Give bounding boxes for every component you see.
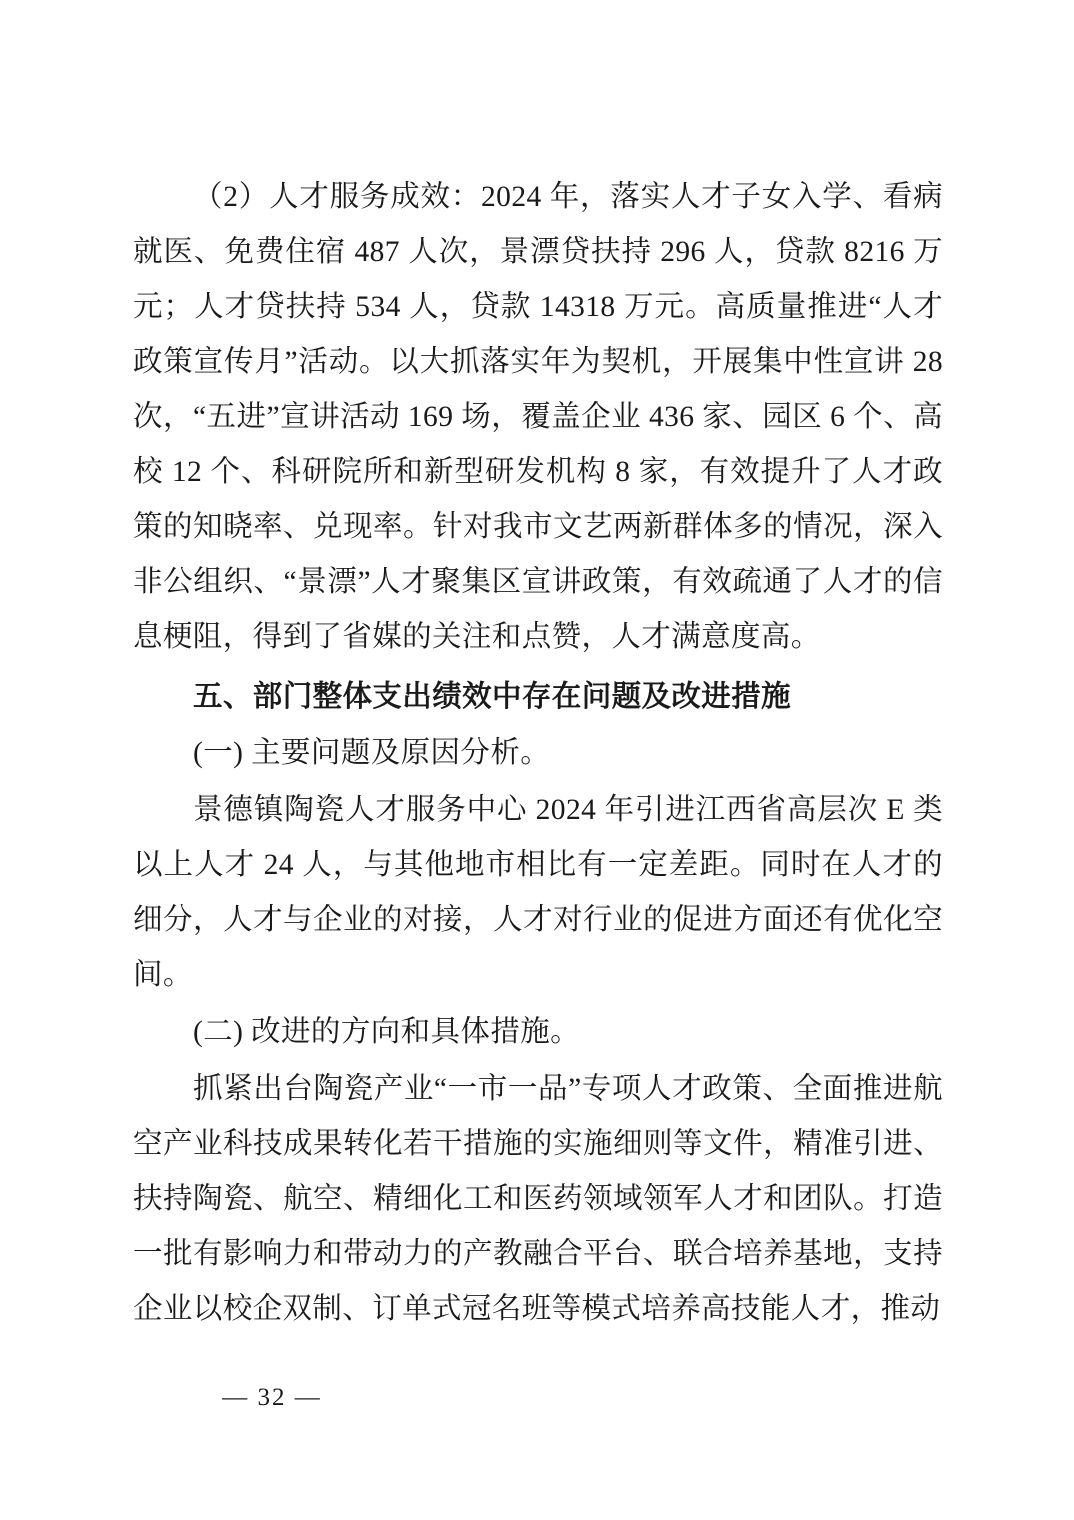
page-content bbox=[133, 170, 943, 1339]
paragraph-subheading-main-problems: (一) 主要问题及原因分析。 bbox=[193, 737, 551, 769]
page-number-label: — 32 — bbox=[222, 1384, 322, 1411]
paragraph-problem-analysis: 景德镇陶瓷人才服务中心 2024 年引进江西省高层次 E 类以上人才 24 人，与其他地市相比有一定差距。同时在人才的细分，人才与企业的对接，人才对行业的促进方面还有优化空间。 bbox=[133, 794, 943, 991]
section-heading-five: 五、部门整体支出绩效中存在问题及改进措施 bbox=[193, 679, 792, 713]
paragraph-subheading-improvements: (二) 改进的方向和具体措施。 bbox=[193, 1016, 581, 1048]
paragraph-talent-service-results: （2）人才服务成效：2024 年，落实人才子女入学、看病就医、免费住宿 487 人次，景漂贷扶持 296 人，贷款 8216 万元；人才贷扶持 534 人，贷款 14318 万元。高质量推进“人才政策宣传月”活动。以大抓落实年为契机，开展集中性宣讲 28 次，“五进”宣讲活动 169 场，覆盖企业 436 家、园区 6 个、高校 12 个、科研院所和新型研发机构 8 家，有效提升了人才政策的知晓率、兑现率。针对我市文艺两新群体多的情况，深入非公组织、“景漂”人才聚集区宣讲政策，有效疏通了人才的信息梗阻，得到了省媒的关注和点赞，人才满意度高。 bbox=[133, 181, 943, 653]
page-number bbox=[0, 1384, 1074, 1412]
paragraph-improvement-measures: 抓紧出台陶瓷产业“一市一品”专项人才政策、全面推进航空产业科技成果转化若干措施的实施细则等文件，精准引进、扶持陶瓷、航空、精细化工和医药领域领军人才和团队。打造一批有影响力和带动力的产教融合平台、联合培养基地，支持企业以校企双制、订单式冠名班等模式培养高技能人才，推动 bbox=[133, 1073, 943, 1325]
